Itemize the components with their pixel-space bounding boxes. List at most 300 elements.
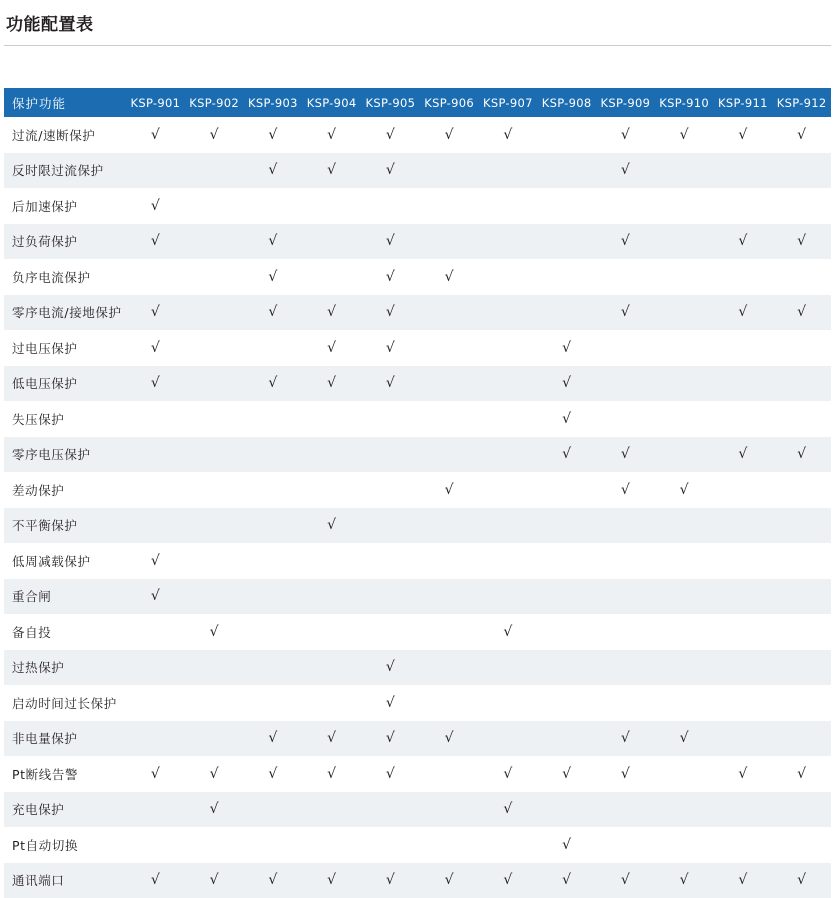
cell-empty — [714, 188, 773, 224]
cell-supported — [126, 579, 185, 615]
check-icon: √ — [445, 482, 454, 498]
cell-empty — [420, 614, 479, 650]
cell-empty — [420, 508, 479, 544]
cell-empty — [655, 330, 714, 366]
check-icon: √ — [503, 801, 512, 817]
cell-supported — [420, 117, 479, 153]
cell-empty — [479, 721, 538, 757]
cell-empty — [537, 650, 596, 686]
cell-empty — [126, 827, 185, 863]
cell-empty — [479, 401, 538, 437]
cell-supported — [596, 437, 655, 473]
check-icon: √ — [386, 127, 395, 143]
cell-empty — [479, 188, 538, 224]
cell-empty — [302, 543, 361, 579]
cell-supported — [361, 685, 420, 721]
cell-empty — [655, 543, 714, 579]
column-header-ksp-909: KSP-909 — [596, 88, 655, 117]
cell-supported — [537, 401, 596, 437]
cell-supported — [185, 117, 244, 153]
table-row — [4, 508, 831, 544]
table-row — [4, 863, 831, 898]
cell-supported — [596, 863, 655, 898]
check-icon: √ — [621, 127, 630, 143]
cell-empty — [361, 579, 420, 615]
cell-empty — [479, 295, 538, 331]
check-icon: √ — [562, 375, 571, 391]
cell-empty — [714, 401, 773, 437]
check-icon: √ — [680, 872, 689, 888]
cell-empty — [479, 224, 538, 260]
cell-empty — [714, 366, 773, 402]
cell-empty — [479, 437, 538, 473]
cell-empty — [185, 366, 244, 402]
cell-empty — [772, 153, 831, 189]
check-icon: √ — [268, 127, 277, 143]
cell-empty — [420, 295, 479, 331]
cell-empty — [772, 614, 831, 650]
check-icon: √ — [327, 304, 336, 320]
cell-empty — [420, 366, 479, 402]
cell-supported — [126, 366, 185, 402]
cell-supported — [302, 330, 361, 366]
table-row — [4, 827, 831, 863]
row-label: 过热保护 — [4, 650, 126, 686]
cell-supported — [479, 863, 538, 898]
cell-empty — [185, 721, 244, 757]
check-icon: √ — [562, 411, 571, 427]
cell-empty — [420, 579, 479, 615]
cell-supported — [479, 792, 538, 828]
cell-supported — [302, 756, 361, 792]
cell-empty — [185, 330, 244, 366]
cell-empty — [126, 437, 185, 473]
check-icon: √ — [151, 198, 160, 214]
cell-supported — [420, 259, 479, 295]
cell-empty — [655, 614, 714, 650]
check-icon: √ — [621, 766, 630, 782]
cell-supported — [126, 188, 185, 224]
row-label: 过电压保护 — [4, 330, 126, 366]
check-icon: √ — [327, 766, 336, 782]
cell-empty — [185, 188, 244, 224]
cell-empty — [244, 579, 303, 615]
cell-empty — [596, 650, 655, 686]
cell-empty — [302, 685, 361, 721]
row-label: 零序电压保护 — [4, 437, 126, 473]
cell-empty — [537, 224, 596, 260]
check-icon: √ — [503, 624, 512, 640]
check-icon: √ — [151, 766, 160, 782]
cell-empty — [714, 472, 773, 508]
check-icon: √ — [151, 375, 160, 391]
cell-supported — [479, 614, 538, 650]
cell-supported — [420, 472, 479, 508]
check-icon: √ — [445, 730, 454, 746]
cell-empty — [185, 295, 244, 331]
cell-empty — [772, 401, 831, 437]
cell-empty — [126, 614, 185, 650]
cell-supported — [772, 224, 831, 260]
cell-empty — [537, 792, 596, 828]
check-icon: √ — [327, 872, 336, 888]
check-icon: √ — [151, 304, 160, 320]
cell-empty — [596, 188, 655, 224]
cell-supported — [420, 863, 479, 898]
check-icon: √ — [621, 730, 630, 746]
cell-empty — [714, 543, 773, 579]
check-icon: √ — [210, 872, 219, 888]
cell-empty — [772, 543, 831, 579]
column-header-ksp-910: KSP-910 — [655, 88, 714, 117]
cell-empty — [772, 792, 831, 828]
cell-empty — [655, 401, 714, 437]
cell-empty — [420, 401, 479, 437]
cell-empty — [244, 685, 303, 721]
table-row — [4, 472, 831, 508]
check-icon: √ — [680, 482, 689, 498]
row-label: 非电量保护 — [4, 721, 126, 757]
check-icon: √ — [268, 304, 277, 320]
cell-empty — [420, 188, 479, 224]
page-title: 功能配置表 — [0, 0, 835, 35]
cell-empty — [479, 472, 538, 508]
cell-empty — [596, 330, 655, 366]
cell-supported — [361, 650, 420, 686]
cell-empty — [655, 259, 714, 295]
cell-empty — [126, 508, 185, 544]
table-row — [4, 259, 831, 295]
cell-empty — [596, 792, 655, 828]
check-icon: √ — [151, 872, 160, 888]
row-label: 差动保护 — [4, 472, 126, 508]
check-icon: √ — [503, 872, 512, 888]
table-header — [4, 88, 831, 117]
cell-empty — [714, 792, 773, 828]
cell-supported — [185, 792, 244, 828]
check-icon: √ — [797, 872, 806, 888]
cell-empty — [185, 685, 244, 721]
check-icon: √ — [621, 872, 630, 888]
check-icon: √ — [562, 766, 571, 782]
check-icon: √ — [738, 304, 747, 320]
cell-empty — [244, 437, 303, 473]
cell-empty — [596, 401, 655, 437]
cell-supported — [244, 863, 303, 898]
cell-supported — [244, 721, 303, 757]
cell-supported — [596, 721, 655, 757]
cell-empty — [714, 508, 773, 544]
cell-empty — [420, 543, 479, 579]
row-label: 低电压保护 — [4, 366, 126, 402]
cell-empty — [714, 650, 773, 686]
cell-empty — [185, 153, 244, 189]
cell-empty — [537, 259, 596, 295]
cell-empty — [126, 650, 185, 686]
check-icon: √ — [738, 233, 747, 249]
row-label: 后加速保护 — [4, 188, 126, 224]
cell-empty — [655, 295, 714, 331]
cell-supported — [126, 756, 185, 792]
cell-supported — [126, 295, 185, 331]
cell-empty — [714, 685, 773, 721]
check-icon: √ — [327, 162, 336, 178]
cell-empty — [244, 614, 303, 650]
cell-supported — [596, 153, 655, 189]
cell-empty — [361, 792, 420, 828]
check-icon: √ — [621, 233, 630, 249]
cell-supported — [714, 295, 773, 331]
column-header-ksp-911: KSP-911 — [714, 88, 773, 117]
cell-supported — [244, 117, 303, 153]
check-icon: √ — [386, 730, 395, 746]
table-row — [4, 614, 831, 650]
check-icon: √ — [151, 127, 160, 143]
check-icon: √ — [680, 730, 689, 746]
cell-supported — [244, 224, 303, 260]
table-header-row — [4, 88, 831, 117]
check-icon: √ — [268, 730, 277, 746]
check-icon: √ — [738, 872, 747, 888]
check-icon: √ — [445, 269, 454, 285]
check-icon: √ — [151, 233, 160, 249]
cell-empty — [185, 437, 244, 473]
cell-empty — [420, 827, 479, 863]
cell-empty — [596, 827, 655, 863]
cell-empty — [244, 508, 303, 544]
cell-empty — [185, 259, 244, 295]
cell-empty — [655, 437, 714, 473]
cell-supported — [596, 472, 655, 508]
table-row — [4, 224, 831, 260]
cell-supported — [714, 437, 773, 473]
cell-empty — [185, 827, 244, 863]
cell-supported — [302, 721, 361, 757]
cell-empty — [596, 685, 655, 721]
cell-supported — [244, 366, 303, 402]
column-header-ksp-912: KSP-912 — [772, 88, 831, 117]
row-label: 充电保护 — [4, 792, 126, 828]
column-header-ksp-904: KSP-904 — [302, 88, 361, 117]
cell-empty — [772, 685, 831, 721]
cell-empty — [302, 614, 361, 650]
check-icon: √ — [503, 127, 512, 143]
column-header-ksp-901: KSP-901 — [126, 88, 185, 117]
cell-supported — [714, 756, 773, 792]
cell-empty — [596, 259, 655, 295]
cell-empty — [479, 827, 538, 863]
check-icon: √ — [503, 766, 512, 782]
check-icon: √ — [797, 766, 806, 782]
check-icon: √ — [386, 233, 395, 249]
check-icon: √ — [151, 340, 160, 356]
cell-supported — [655, 472, 714, 508]
cell-empty — [655, 827, 714, 863]
cell-empty — [126, 685, 185, 721]
cell-empty — [714, 330, 773, 366]
cell-supported — [361, 224, 420, 260]
cell-supported — [302, 153, 361, 189]
cell-empty — [126, 721, 185, 757]
cell-empty — [302, 650, 361, 686]
cell-empty — [302, 259, 361, 295]
check-icon: √ — [327, 730, 336, 746]
check-icon: √ — [797, 233, 806, 249]
check-icon: √ — [268, 375, 277, 391]
cell-empty — [185, 650, 244, 686]
table-row — [4, 401, 831, 437]
cell-empty — [302, 579, 361, 615]
cell-empty — [302, 472, 361, 508]
row-label: 启动时间过长保护 — [4, 685, 126, 721]
table-row — [4, 756, 831, 792]
cell-empty — [185, 543, 244, 579]
cell-empty — [126, 792, 185, 828]
cell-empty — [714, 721, 773, 757]
cell-empty — [361, 614, 420, 650]
cell-supported — [772, 437, 831, 473]
function-configuration-table — [4, 88, 831, 898]
cell-supported — [126, 117, 185, 153]
row-label: 不平衡保护 — [4, 508, 126, 544]
check-icon: √ — [151, 553, 160, 569]
row-label: 过负荷保护 — [4, 224, 126, 260]
cell-empty — [420, 650, 479, 686]
cell-supported — [361, 863, 420, 898]
cell-supported — [361, 330, 420, 366]
cell-supported — [714, 863, 773, 898]
cell-empty — [655, 224, 714, 260]
cell-supported — [596, 756, 655, 792]
check-icon: √ — [386, 375, 395, 391]
cell-supported — [772, 117, 831, 153]
cell-supported — [244, 295, 303, 331]
table-row — [4, 543, 831, 579]
row-label: 重合闸 — [4, 579, 126, 615]
check-icon: √ — [797, 304, 806, 320]
check-icon: √ — [268, 162, 277, 178]
cell-empty — [596, 366, 655, 402]
check-icon: √ — [386, 340, 395, 356]
cell-empty — [185, 579, 244, 615]
cell-empty — [126, 401, 185, 437]
column-header-ksp-906: KSP-906 — [420, 88, 479, 117]
check-icon: √ — [210, 801, 219, 817]
cell-empty — [302, 401, 361, 437]
cell-supported — [302, 117, 361, 153]
cell-supported — [655, 863, 714, 898]
cell-supported — [537, 863, 596, 898]
cell-empty — [537, 614, 596, 650]
cell-supported — [537, 366, 596, 402]
cell-supported — [302, 508, 361, 544]
cell-supported — [772, 756, 831, 792]
check-icon: √ — [621, 162, 630, 178]
cell-empty — [655, 650, 714, 686]
row-label: 反时限过流保护 — [4, 153, 126, 189]
cell-empty — [420, 685, 479, 721]
row-label: 低周减载保护 — [4, 543, 126, 579]
row-label: 过流/速断保护 — [4, 117, 126, 153]
cell-empty — [244, 792, 303, 828]
cell-empty — [772, 330, 831, 366]
check-icon: √ — [386, 872, 395, 888]
row-label: 零序电流/接地保护 — [4, 295, 126, 331]
cell-empty — [479, 579, 538, 615]
cell-empty — [537, 685, 596, 721]
check-icon: √ — [327, 340, 336, 356]
cell-supported — [361, 259, 420, 295]
cell-supported — [596, 224, 655, 260]
check-icon: √ — [386, 162, 395, 178]
row-label: 失压保护 — [4, 401, 126, 437]
cell-supported — [185, 614, 244, 650]
row-label: Pt自动切换 — [4, 827, 126, 863]
cell-supported — [537, 827, 596, 863]
cell-empty — [244, 650, 303, 686]
row-label: Pt断线告警 — [4, 756, 126, 792]
table-row — [4, 579, 831, 615]
column-header-ksp-905: KSP-905 — [361, 88, 420, 117]
check-icon: √ — [268, 233, 277, 249]
cell-empty — [302, 437, 361, 473]
cell-empty — [596, 579, 655, 615]
table-row — [4, 650, 831, 686]
check-icon: √ — [621, 446, 630, 462]
cell-empty — [302, 188, 361, 224]
cell-supported — [361, 756, 420, 792]
cell-supported — [126, 863, 185, 898]
cell-empty — [479, 650, 538, 686]
cell-supported — [361, 366, 420, 402]
cell-supported — [596, 295, 655, 331]
cell-empty — [714, 153, 773, 189]
cell-empty — [772, 650, 831, 686]
cell-empty — [361, 401, 420, 437]
cell-empty — [596, 543, 655, 579]
table-row — [4, 330, 831, 366]
cell-empty — [244, 543, 303, 579]
cell-empty — [537, 543, 596, 579]
cell-empty — [185, 472, 244, 508]
table-row — [4, 792, 831, 828]
cell-empty — [420, 330, 479, 366]
cell-supported — [126, 224, 185, 260]
cell-empty — [302, 224, 361, 260]
cell-empty — [655, 685, 714, 721]
check-icon: √ — [210, 624, 219, 640]
check-icon: √ — [210, 127, 219, 143]
config-table-wrapper — [0, 88, 835, 898]
cell-empty — [420, 792, 479, 828]
cell-empty — [126, 472, 185, 508]
check-icon: √ — [738, 127, 747, 143]
cell-supported — [537, 756, 596, 792]
cell-empty — [244, 472, 303, 508]
cell-empty — [244, 330, 303, 366]
cell-empty — [714, 827, 773, 863]
cell-supported — [302, 295, 361, 331]
check-icon: √ — [268, 766, 277, 782]
cell-empty — [420, 153, 479, 189]
column-header-ksp-903: KSP-903 — [244, 88, 303, 117]
cell-empty — [537, 153, 596, 189]
cell-empty — [361, 827, 420, 863]
row-label: 通讯端口 — [4, 863, 126, 898]
cell-empty — [596, 508, 655, 544]
cell-empty — [655, 792, 714, 828]
check-icon: √ — [151, 588, 160, 604]
